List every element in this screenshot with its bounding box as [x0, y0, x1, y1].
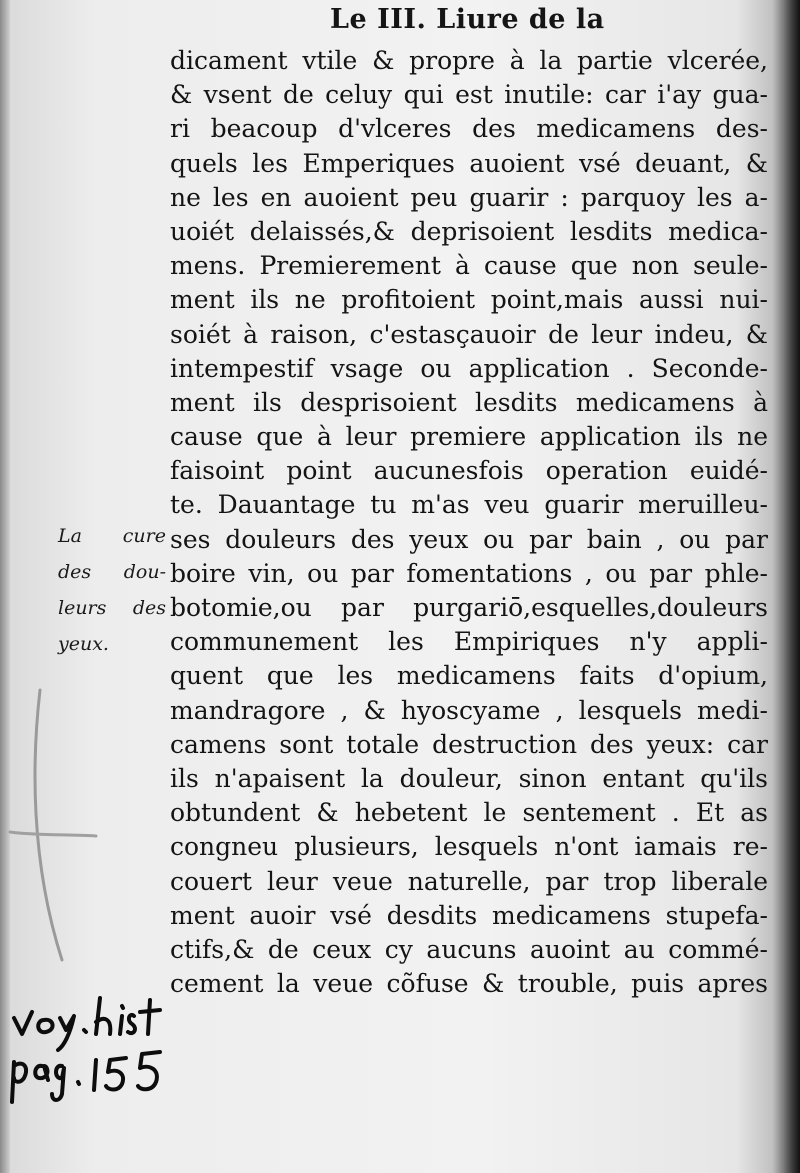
text-line: faisoint point aucunesfois operation euidé-: [170, 456, 768, 486]
text-line: quent que les medicamens faits d'opium,: [170, 661, 768, 691]
text-line: mandragore , & hyoscyame , lesquels medi-: [170, 695, 768, 725]
text-line: & vsent de celuy qui est inutile: car i'ay gua-: [170, 80, 768, 110]
text-line: ne les en auoient peu guarir : parquoy les a-: [170, 182, 768, 212]
text-line: dicament vtile & propre à la partie vlcerée,: [170, 46, 768, 75]
body-text: [170, 44, 768, 1001]
text-line: uoiét delaissés,& deprisoient lesdits medica-: [170, 216, 768, 246]
text-line: boire vin, ou par fomentations , ou par phle-: [170, 558, 768, 588]
text-line: ment ils desprisoient lesdits medicamens à: [170, 387, 768, 417]
text-line: couert leur veue naturelle, par trop liberale: [170, 866, 768, 896]
text-line: ment auoir vsé desdits medicamens stupefa-: [170, 900, 768, 930]
text-line: botomie,ou par purgariō,esquelles,douleurs: [170, 593, 768, 622]
text-line: quels les Emperiques auoient vsé deuant, &: [170, 148, 768, 178]
margin-note-line: La cure: [58, 525, 166, 547]
text-line: communement les Empiriques n'y appli-: [170, 627, 768, 657]
margin-note-line: yeux.: [58, 633, 109, 655]
margin-note-line: leurs des: [58, 597, 166, 619]
text-line: te. Dauantage tu m'as veu guarir meruilleu-: [170, 490, 768, 520]
text-line: cement la veue cõfuse & trouble, puis apres: [170, 969, 768, 999]
text-line: ctifs,& de ceux cy aucuns auoint au commé-: [170, 934, 768, 964]
handwritten-note: [0, 990, 200, 1120]
text-line: obtundent & hebetent le sentement . Et as: [170, 798, 768, 828]
text-line: cause que à leur premiere application ils ne: [170, 422, 768, 452]
margin-note: [58, 518, 166, 662]
page-right-edge: [772, 0, 800, 1173]
text-line: intempestif vsage ou application . Seconde-: [170, 353, 768, 383]
text-line: ri beacoup d'vlceres des medicamens des-: [170, 114, 768, 144]
text-line: camens sont totale destruction des yeux: car: [170, 729, 768, 759]
text-line: mens. Premierement à cause que non seule-: [170, 251, 768, 281]
text-line: ils n'apaisent la douleur, sinon entant qu'ils: [170, 763, 768, 793]
text-line: congneu plusieurs, lesquels n'ont iamais re-: [170, 832, 768, 862]
text-line: ment ils ne profitoient point,mais aussi nui-: [170, 285, 768, 315]
text-line: ses douleurs des yeux ou par bain , ou par: [170, 524, 768, 554]
margin-note-line: des dou-: [58, 561, 166, 583]
running-head: Le III. Liure de la: [330, 4, 605, 35]
text-line: soiét à raison, c'estasçauoir de leur indeu, &: [170, 319, 768, 349]
